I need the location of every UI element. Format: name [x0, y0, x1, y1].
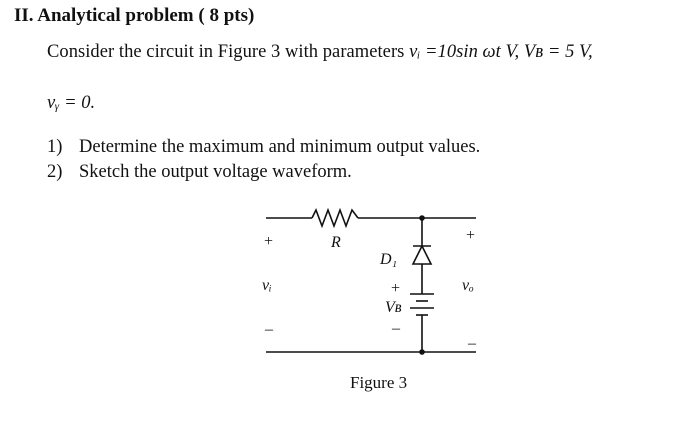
input-plus-sign: +: [264, 233, 274, 250]
source-voltage-label: Vʙ: [385, 299, 402, 316]
condition-equation: vᵧ = 0.: [47, 93, 96, 113]
task-number: 2): [47, 162, 63, 182]
task-text: Sketch the output voltage waveform.: [79, 162, 352, 182]
task-text: Determine the maximum and minimum output values.: [79, 137, 481, 157]
output-plus-sign: +: [466, 227, 476, 244]
diode-label: D₁: [380, 251, 398, 268]
input-voltage-label: vᵢ: [262, 277, 272, 294]
input-minus-sign: –: [265, 321, 273, 338]
task-item-1: [47, 137, 480, 158]
task-item-2: [47, 162, 352, 183]
resistor-symbol: [312, 210, 358, 226]
output-minus-sign: –: [468, 335, 476, 352]
junction-node-bottom: [419, 349, 425, 355]
section-heading: II. Analytical problem ( 8 pts): [14, 5, 255, 26]
junction-node-top: [419, 215, 425, 221]
source-plus-sign: +: [391, 280, 401, 297]
figure-caption: Figure 3: [350, 373, 408, 392]
output-voltage-label: vₒ: [462, 277, 474, 294]
circuit-diagram: [240, 200, 500, 375]
diode-condition: [47, 93, 95, 114]
parameter-equation: vᵢ =10sin ωt V, Vʙ = 5 V,: [409, 42, 593, 62]
intro-text: Consider the circuit in Figure 3 with parameters: [47, 42, 410, 62]
problem-intro: [47, 42, 593, 63]
resistor-label: R: [331, 234, 341, 251]
diode-triangle: [413, 246, 431, 264]
task-number: 1): [47, 137, 63, 157]
source-minus-sign: –: [392, 320, 400, 337]
